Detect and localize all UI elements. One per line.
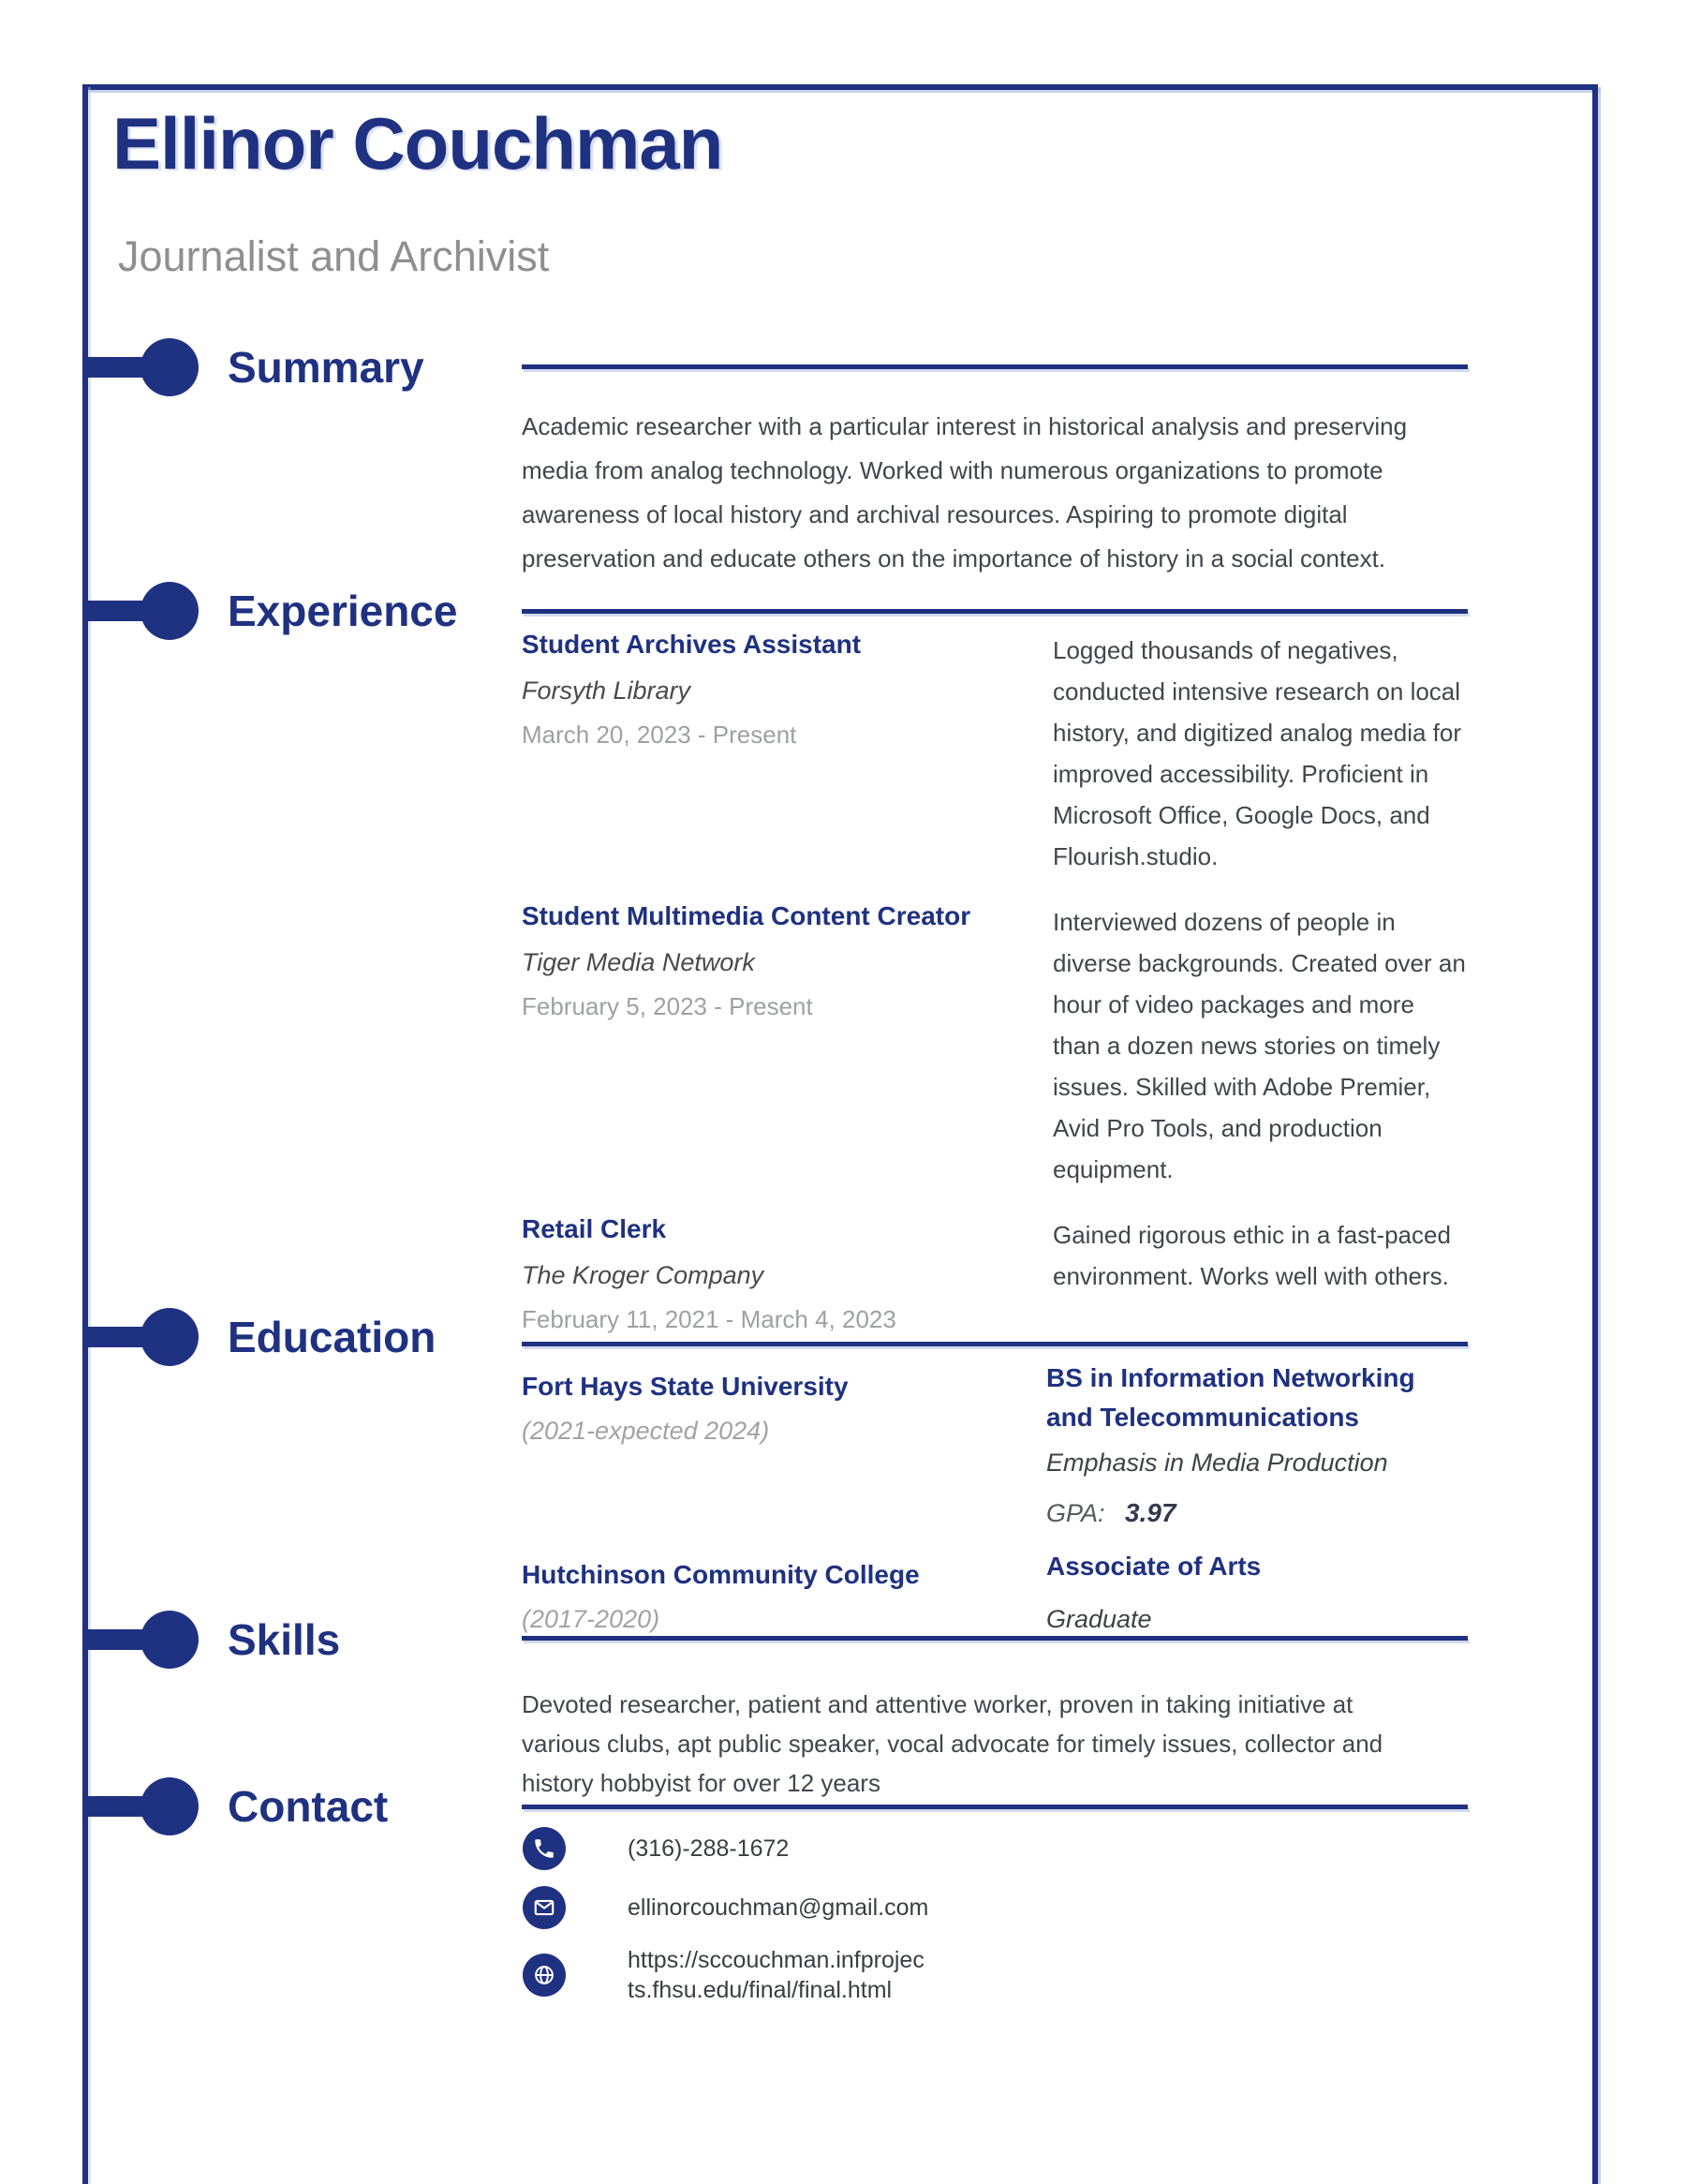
marker-dot-icon — [140, 1611, 199, 1669]
job-entry — [522, 630, 1468, 877]
school-years: (2017-2020) — [522, 1605, 660, 1633]
contact-row-website — [523, 1945, 1469, 2005]
education-heading: Education — [228, 1313, 436, 1361]
frame-right-border — [1592, 84, 1598, 2184]
marker-dot-icon — [140, 582, 199, 640]
degree-title: BS in Information Networking and Telecommunications — [1046, 1363, 1415, 1432]
summary-heading: Summary — [228, 343, 424, 392]
school-years: (2021-expected 2024) — [522, 1417, 770, 1445]
job-description: Gained rigorous ethic in a fast-paced environment. Works well with others. — [1053, 1221, 1451, 1290]
school-entry — [522, 1359, 1468, 1534]
school-entry — [522, 1547, 1468, 1655]
experience-section — [522, 630, 1468, 1359]
gpa-value: 3.97 — [1125, 1498, 1176, 1527]
school-name: Fort Hays State University — [522, 1372, 849, 1401]
contact-email-text: ellinorcouchman@gmail.com — [628, 1894, 929, 1921]
phone-icon — [523, 1827, 566, 1870]
marker-dot-icon — [140, 1777, 199, 1835]
job-company: Forsyth Library — [522, 676, 691, 705]
person-name: Ellinor Couchman — [112, 102, 723, 185]
contact-website-text: https://sccouchman.infprojects.fhsu.edu/final/final.html — [628, 1947, 924, 2003]
degree-detail: Emphasis in Media Production — [1046, 1449, 1388, 1477]
job-title: Student Archives Assistant — [522, 630, 862, 659]
gpa-line — [1046, 1498, 1468, 1528]
skills-heading: Skills — [228, 1615, 341, 1664]
job-title: Retail Clerk — [522, 1214, 667, 1243]
job-company: The Kroger Company — [522, 1261, 764, 1289]
job-meta — [522, 1214, 1053, 1334]
school-degree-block — [1046, 1547, 1468, 1655]
school-name: Hutchinson Community College — [522, 1560, 920, 1589]
contact-row-phone — [523, 1827, 1469, 1870]
person-role: Journalist and Archivist — [118, 232, 550, 280]
school-meta — [522, 1359, 1046, 1534]
job-meta — [522, 901, 1053, 1190]
education-section — [522, 1359, 1468, 1668]
job-entry — [522, 1214, 1468, 1334]
contact-divider — [522, 1805, 1468, 1809]
degree-detail: Graduate — [1046, 1605, 1152, 1633]
marker-dot-icon — [140, 1308, 199, 1366]
summary-divider — [522, 364, 1468, 369]
globe-icon — [523, 1954, 566, 1997]
school-degree-block — [1046, 1359, 1468, 1534]
frame-top-border — [82, 84, 1598, 90]
school-meta — [522, 1547, 1046, 1655]
job-company: Tiger Media Network — [522, 948, 755, 976]
contact-section — [523, 1827, 1469, 2021]
skills-text: Devoted researcher, patient and attentive worker, proven in taking initiative at various clubs, apt public speaker, vocal advocate for timely issues, collector and history hobbyist for over 12 years — [522, 1690, 1383, 1797]
experience-heading: Experience — [228, 587, 458, 635]
degree-title: Associate of Arts — [1046, 1552, 1262, 1581]
job-dates: March 20, 2023 - Present — [522, 721, 797, 749]
job-description: Interviewed dozens of people in diverse backgrounds. Created over an hour of video packages and more than a dozen news stories on timely issues. Skilled with Adobe Premier, Avid Pro Tools, and production equipment. — [1053, 908, 1466, 1183]
job-meta — [522, 630, 1053, 877]
email-icon — [523, 1886, 566, 1929]
job-title: Student Multimedia Content Creator — [522, 901, 971, 930]
job-dates: February 5, 2023 - Present — [522, 992, 813, 1020]
contact-heading: Contact — [228, 1782, 389, 1831]
gpa-label: GPA: — [1046, 1499, 1105, 1527]
job-entry — [522, 901, 1468, 1190]
marker-dot-icon — [140, 338, 199, 396]
contact-row-email — [523, 1886, 1469, 1929]
frame-left-border — [82, 84, 88, 2184]
job-dates: February 11, 2021 - March 4, 2023 — [522, 1305, 896, 1333]
job-description: Logged thousands of negatives, conducted intensive research on local history, and digitized analog media for improved accessibility. Proficient in Microsoft Office, Google Docs, and Flourish.studio. — [1053, 636, 1461, 870]
experience-divider — [522, 609, 1468, 614]
summary-text: Academic researcher with a particular interest in historical analysis and preserving media from analog technology. Worked with numerous organizations to promote awareness of local history and archival resources. Aspiring to promote digital preservation and educate others on the importance of history in a social context. — [522, 412, 1408, 572]
contact-phone-text: (316)-288-1672 — [628, 1835, 790, 1862]
